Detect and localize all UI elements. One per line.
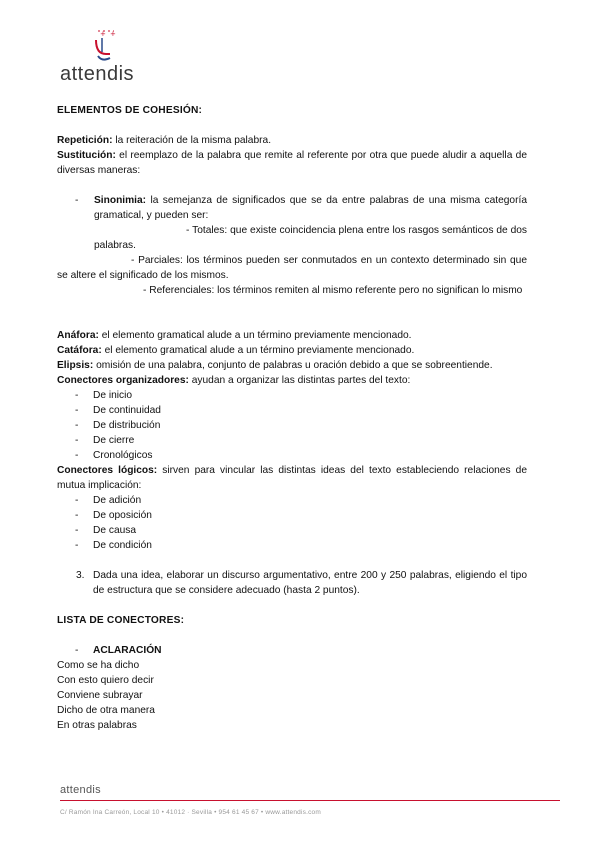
sustitucion-paragraph: Sustitución: el reemplazo de la palabra que remite al referente por otra que puede aludir a aquella de diversas maneras: xyxy=(57,150,527,176)
list-item: - De distribución xyxy=(57,418,527,433)
footer-brand: attendis xyxy=(60,784,101,796)
list-item: - De adición xyxy=(57,493,527,508)
sinonimia-referenciales: - Referenciales: los términos remiten al mismo referente pero no significan lo mismo xyxy=(143,285,523,296)
list-item: Conviene subrayar xyxy=(57,690,143,701)
logicos-paragraph: Conectores lógicos: sirven para vincular las distintas ideas del texto estableciendo relaciones de mutua implicación: xyxy=(57,465,527,491)
list-item: - De cierre xyxy=(57,433,527,448)
list-item: - De oposición xyxy=(57,508,527,523)
repeticion-paragraph: Repetición: la reiteración de la misma palabra. xyxy=(57,135,272,146)
footer-divider xyxy=(60,800,560,801)
attendis-logo-icon xyxy=(88,28,118,68)
document-body xyxy=(57,103,527,733)
lista-title: LISTA DE CONECTORES: xyxy=(57,615,185,626)
list-item: Dicho de otra manera xyxy=(57,705,155,716)
footer-info: C/ Ramón Ina Carreón, Local 10 • 41012 · Sevilla • 954 61 45 67 • www.attendis.com xyxy=(60,809,321,816)
logo-text: attendis xyxy=(60,63,135,85)
list-item: - De causa xyxy=(57,523,527,538)
organizadores-list xyxy=(57,388,527,463)
page-footer xyxy=(60,784,560,816)
logo xyxy=(60,28,160,88)
list-item: - De continuidad xyxy=(57,403,527,418)
catafora-paragraph: Catáfora: el elemento gramatical alude a un término previamente mencionado. xyxy=(57,345,415,356)
svg-text:+: + xyxy=(100,30,106,38)
sinonimia-parciales: - Parciales: los términos pueden ser conmutados en un contexto determinado sin que se altere el significado de los mismos. xyxy=(57,255,527,281)
list-item: En otras palabras xyxy=(57,720,137,731)
sinonimia-totales: - Totales: que existe coincidencia plena entre los rasgos semánticos de dos palabras. xyxy=(94,225,527,251)
svg-text:+: + xyxy=(110,30,116,38)
task-item: 3. Dada una idea, elaborar un discurso argumentativo, entre 200 y 250 palabras, eligiendo el tipo de estructura que se considere adecuado (hasta 2 puntos). xyxy=(76,570,527,596)
aclaracion-title: - ACLARACIÓN xyxy=(57,643,527,658)
elipsis-paragraph: Elipsis: omisión de una palabra, conjunto de palabras u oración debido a que se sobreentiende. xyxy=(57,360,493,371)
list-item: - De condición xyxy=(57,538,527,553)
logicos-list xyxy=(57,493,527,553)
section-title: ELEMENTOS DE COHESIÓN: xyxy=(57,105,203,116)
list-item: - Cronológicos xyxy=(57,448,527,463)
organizadores-paragraph: Conectores organizadores: ayudan a organizar las distintas partes del texto: xyxy=(57,375,411,386)
list-item: Con esto quiero decir xyxy=(57,675,154,686)
sinonimia-item: - Sinonimia: la semejanza de significados que se da entre palabras de una misma categoría gramatical, y pueden ser: xyxy=(57,193,527,223)
list-item: Como se ha dicho xyxy=(57,660,140,671)
anafora-paragraph: Anáfora: el elemento gramatical alude a un término previamente mencionado. xyxy=(57,330,412,341)
list-item: - De inicio xyxy=(57,388,527,403)
